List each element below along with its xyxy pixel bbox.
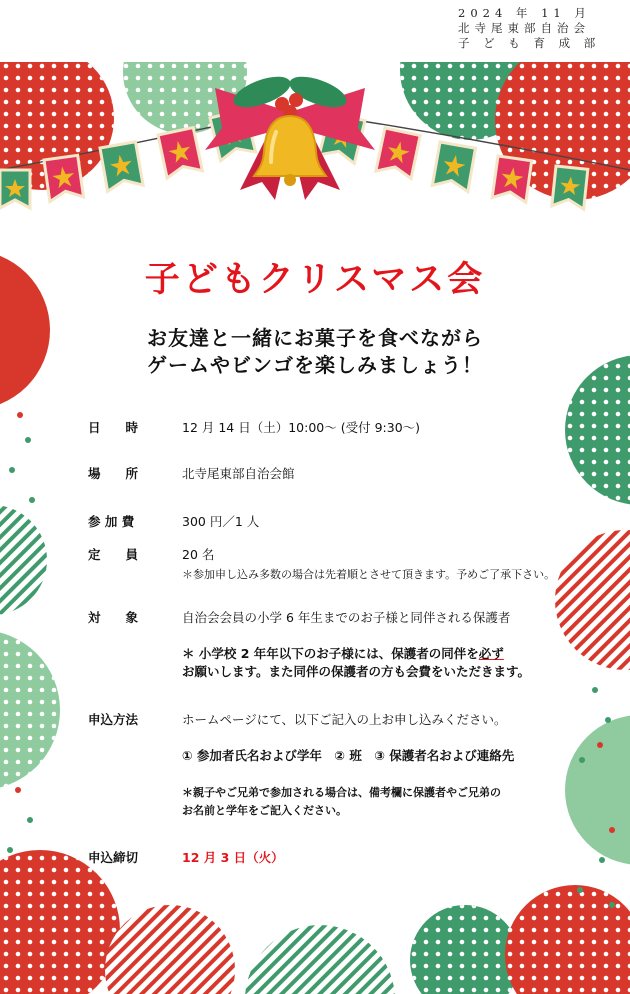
target-note-text: ＊ 小学校 2 年年以下のお子様には、保護者の同伴を — [182, 646, 479, 661]
apply-note-line-1: ＊親子やご兄弟で参加される場合は、備考欄に保護者やご兄弟の — [182, 786, 501, 799]
event-title: 子どもクリスマス会 — [144, 260, 486, 300]
apply-method-value: ホームページにて、以下ご記入の上お申し込みください。 — [182, 712, 507, 727]
department-name: 子 ど も 育 成 部 — [458, 36, 601, 50]
capacity-note: ＊参加申し込み多数の場合は先着順とさせて頂きます。予めご了承下さい。 — [182, 568, 556, 581]
issuer-block — [458, 6, 618, 51]
capacity-label: 定 員 — [88, 547, 139, 562]
apply-note — [182, 784, 501, 820]
lead-line-1: お友達と一緒にお菓子を食べながら — [147, 326, 483, 350]
issue-date: 2024 年 11 月 — [458, 6, 591, 20]
apply-items: ① 参加者氏名および学年 ② 班 ③ 保護者名および連絡先 — [182, 748, 515, 763]
venue-value: 北寺尾東部自治会館 — [182, 466, 295, 481]
datetime-value: 12 月 14 日（土）10:00～ (受付 9:30～) — [182, 420, 421, 435]
deadline-value: 12 月 3 日（火） — [182, 850, 284, 865]
target-label: 対 象 — [88, 610, 139, 625]
fee-label: 参 加 費 — [88, 514, 135, 529]
datetime-label: 日 時 — [88, 420, 139, 435]
apply-method-label: 申込方法 — [88, 712, 139, 727]
target-note-emphasis: 必ず — [478, 646, 504, 661]
target-note-line-2: お願いします。また同伴の保護者の方も会費をいただきます。 — [182, 664, 531, 679]
apply-note-line-2: お名前と学年をご記入ください。 — [182, 804, 347, 817]
organization-name: 北寺尾東部自治会 — [458, 21, 590, 35]
venue-label: 場 所 — [88, 466, 139, 481]
deadline-label: 申込締切 — [88, 850, 139, 865]
fee-value: 300 円／1 人 — [182, 514, 260, 529]
event-lead — [0, 325, 630, 379]
target-value: 自治会会員の小学 6 年生までのお子様と同伴される保護者 — [182, 610, 511, 625]
target-note — [182, 645, 530, 681]
capacity-value: 20 名 — [182, 547, 215, 562]
lead-line-2: ゲームやビンゴを楽しみましょう！ — [147, 353, 483, 377]
